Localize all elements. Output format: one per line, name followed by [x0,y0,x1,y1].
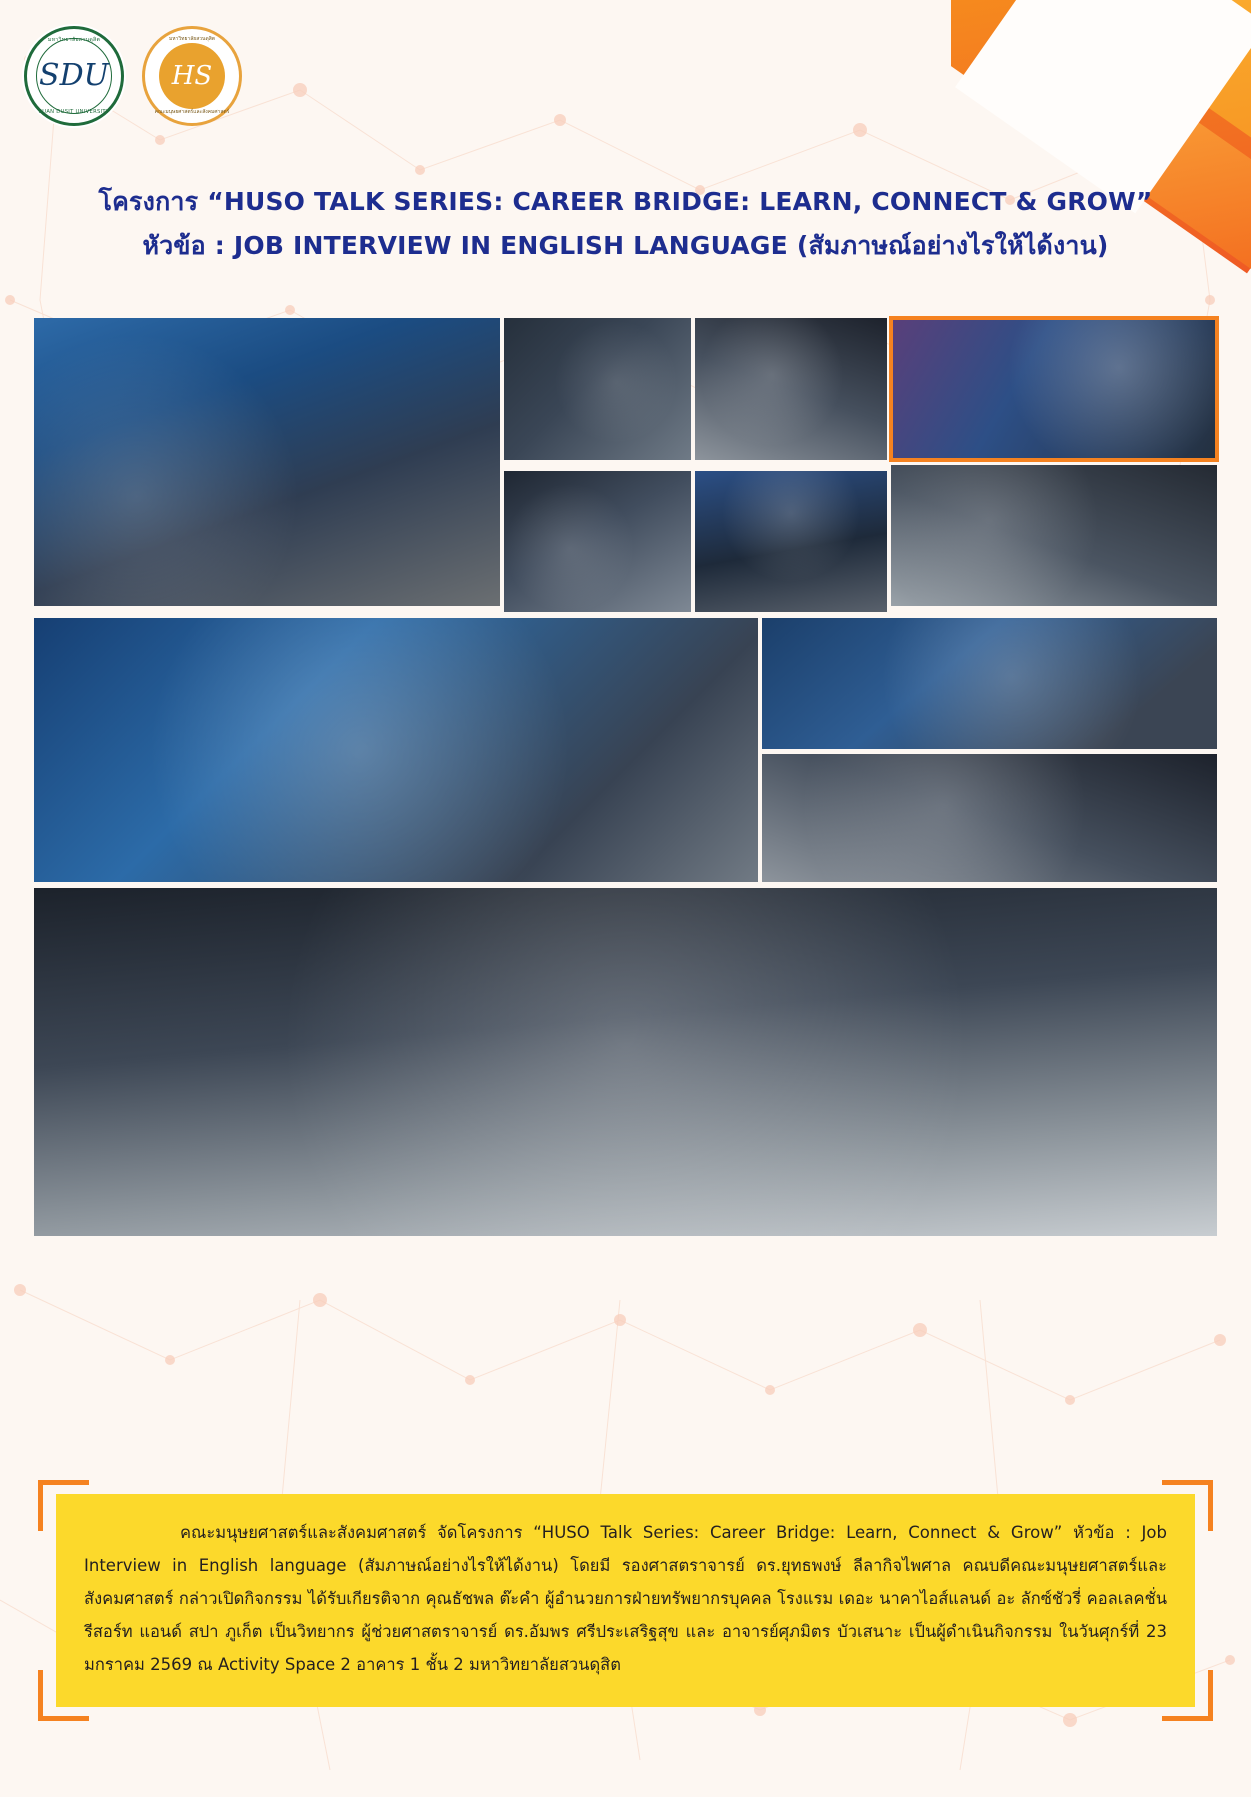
huso-logo-ring-bottom: คณะมนุษยศาสตร์และสังคมศาสตร์ [154,109,230,115]
gallery-photo-9 [762,618,1217,749]
huso-logo-ring-top: มหาวิทยาลัยสวนดุสิต [168,36,216,42]
gallery-photo-5 [504,471,691,612]
suan-dusit-university-logo [24,26,124,126]
caption-text: คณะมนุษยศาสตร์และสังคมศาสตร์ จัดโครงการ “HUSO Talk Series: Career Bridge: Learn, Connect & Grow” หัวข้อ : Job Interview in English language (สัมภาษณ์อย่างไรให้ได้งาน) โดยมี รองศาสตราจารย์ ดร.ยุทธพงษ์ ลีลากิจไพศาล คณบดีคณะมนุษยศาสตร์และสังคมศาสตร์ กล่าวเปิดกิจกรรม ได้รับเกียรติจาก คุณธัชพล ต๊ะคำ ผู้อำนวยการฝ่ายทรัพยากรบุคคล โรงแรม เดอะ นาคาไอส์แลนด์ อะ ลักซ์ชัวรี่ คอลเลคชั่น รีสอร์ท แอนด์ สปา ภูเก็ต เป็นวิทยากร ผู้ช่วยศาสตราจารย์ ดร.อัมพร ศรีประเสริฐสุข และ อาจารย์ศุภมิตร บัวเสนาะ เป็นผู้ดำเนินกิจกรรม ในวันศุกร์ที่ 23 มกราคม 2569 ณ Activity Space 2 อาคาร 1 ชั้น 2 มหาวิทยาลัยสวนดุสิต [84,1523,1167,1674]
gallery-col-mid [504,318,887,612]
photo-gallery [34,318,1217,1236]
bracket-bottom-left-icon [38,1670,89,1721]
caption-section [38,1480,1213,1721]
gallery-photo-7 [891,465,1217,606]
gallery-photo-10 [762,754,1217,882]
poster-title [0,180,1251,268]
sdu-logo-mark: SDU [39,58,109,93]
gallery-row-1 [34,318,1217,612]
sdu-logo-ring-bottom: SUAN DUSIT UNIVERSITY [38,109,110,115]
huso-faculty-logo [142,26,242,126]
gallery-row-3 [34,888,1217,1236]
sdu-logo-ring-top: มหาวิทยาลัยสวนดุสิต [47,37,101,43]
gallery-photo-4 [891,318,1217,460]
gallery-photo-6 [695,471,887,612]
logo-row [24,26,242,126]
gallery-row-2 [34,618,1217,882]
gallery-photo-8 [34,618,758,882]
huso-logo-mark: HS [171,61,213,91]
caption-box [56,1494,1195,1707]
bracket-top-right-icon [1162,1480,1213,1531]
gallery-col-right [891,318,1217,612]
bracket-bottom-right-icon [1162,1670,1213,1721]
gallery-photo-1 [34,318,500,606]
title-line-1: โครงการ “HUSO TALK SERIES: CAREER BRIDGE: LEARN, CONNECT & GROW” [98,187,1153,216]
bracket-top-left-icon [38,1480,89,1531]
gallery-photo-3 [695,318,887,460]
gallery-photo-2 [504,318,691,460]
gallery-photo-11 [34,888,1217,1236]
title-line-2: หัวข้อ : JOB INTERVIEW IN ENGLISH LANGUAGE (สัมภาษณ์อย่างไรให้ได้งาน) [142,230,1109,260]
